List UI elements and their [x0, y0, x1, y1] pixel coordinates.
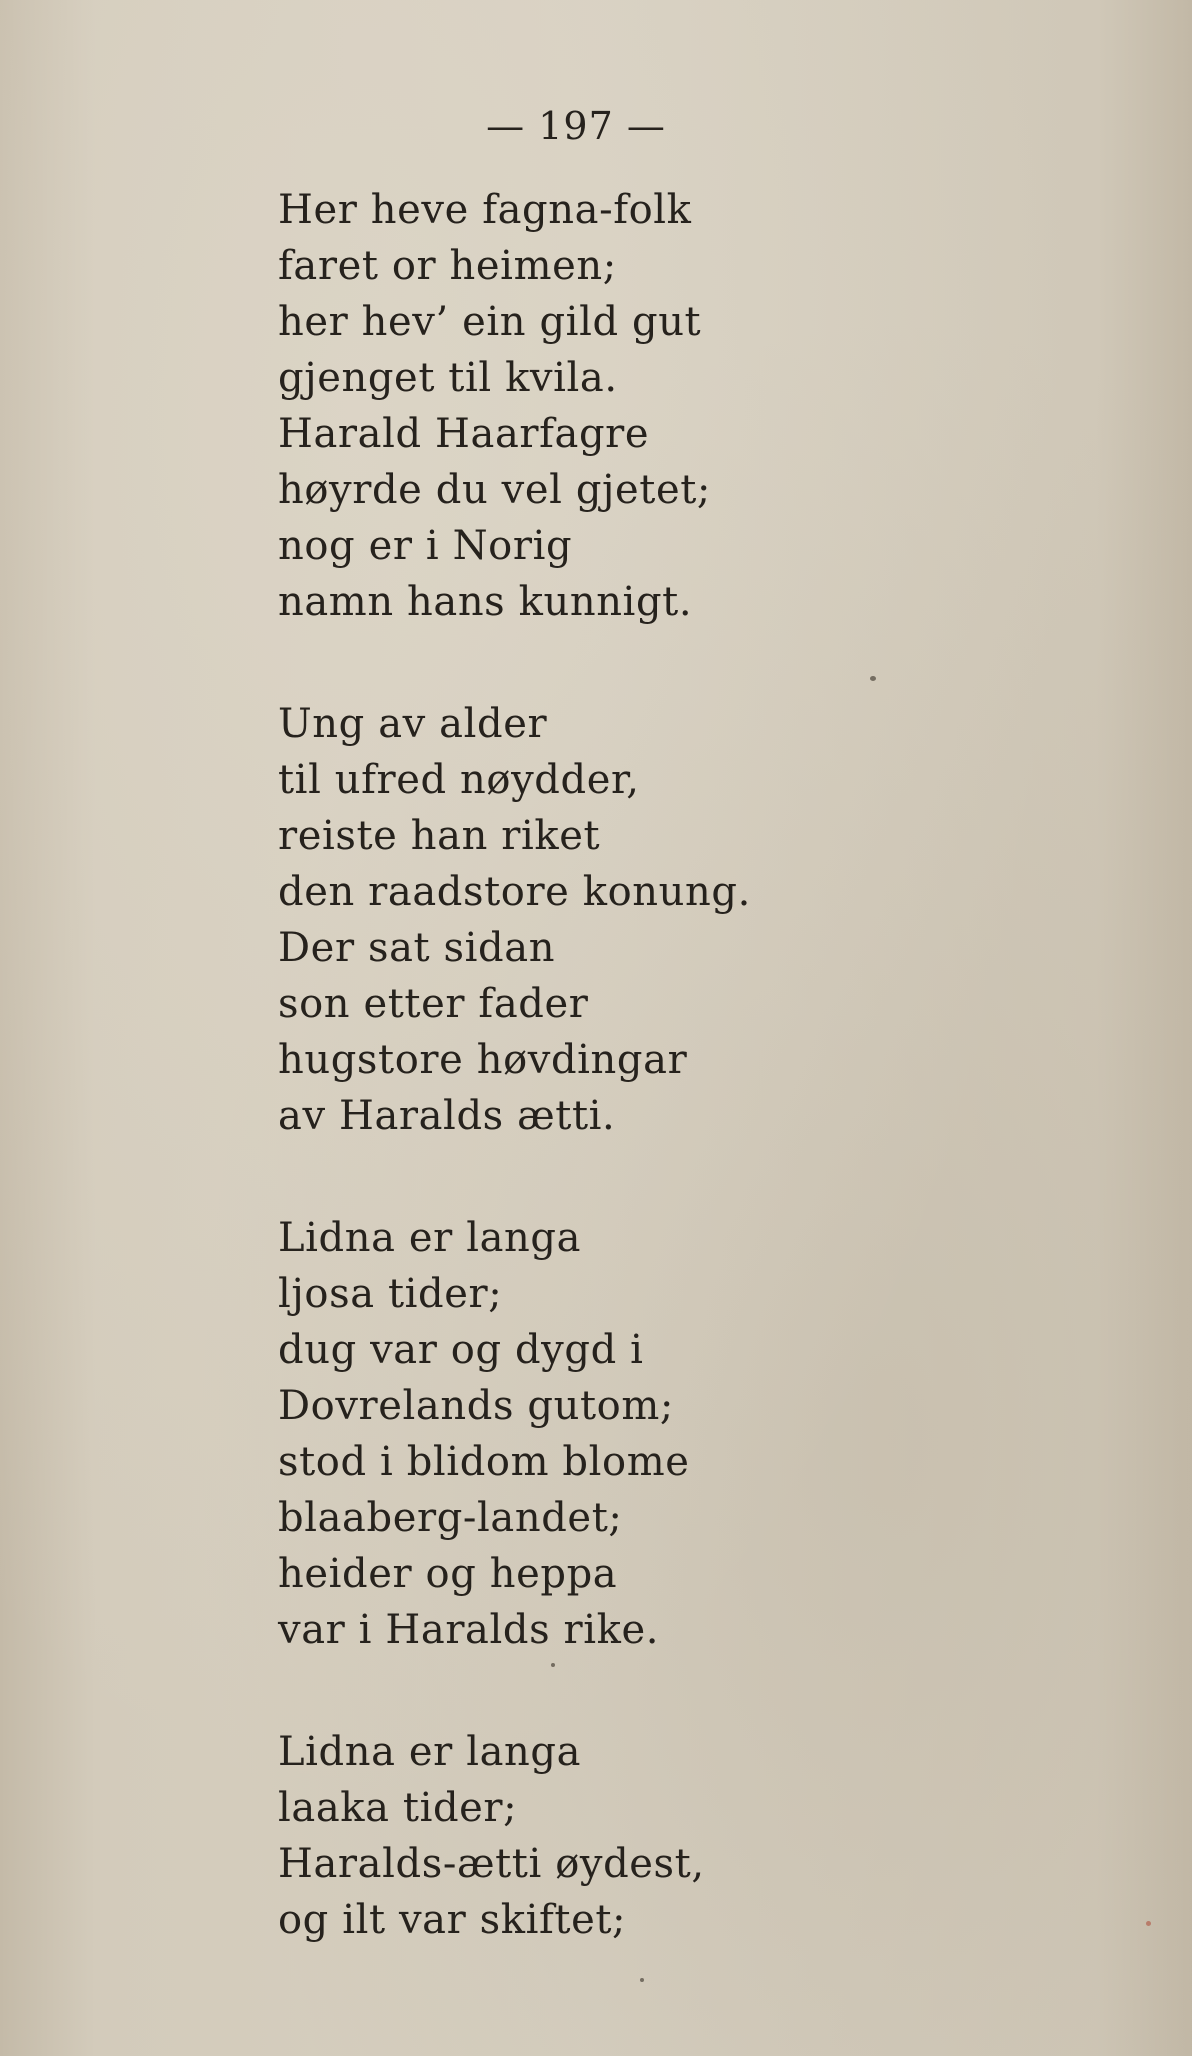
verse-line: og ilt var skiftet;: [278, 1897, 627, 1943]
verse-line: stod i blidom blome: [278, 1439, 690, 1485]
verse-line: var i Haralds rike.: [278, 1607, 660, 1653]
verse-line: Der sat sidan: [278, 925, 556, 971]
verse-line: nog er i Norig: [278, 523, 573, 569]
verse-line: gjenget til kvila.: [278, 355, 618, 401]
poem: [278, 182, 1138, 2014]
verse-line: hugstore høvdingar: [278, 1037, 688, 1083]
paper-speck: [870, 676, 876, 681]
verse-line: Haralds-ætti øydest,: [278, 1841, 705, 1887]
verse-line: Dovrelands gutom;: [278, 1383, 674, 1429]
verse-line: namn hans kunnigt.: [278, 579, 693, 625]
page-number: — 197 —: [486, 104, 666, 148]
verse-line: blaaberg-landet;: [278, 1495, 623, 1541]
verse-line: til ufred nøydder,: [278, 757, 640, 803]
verse-line: dug var og dygd i: [278, 1327, 644, 1373]
verse-line: Harald Haarfagre: [278, 411, 650, 457]
stanza-4: [278, 1724, 1138, 1948]
verse-line: heider og heppa: [278, 1551, 618, 1597]
paper-speck: [551, 1663, 555, 1667]
paper-speck: [1146, 1921, 1151, 1926]
verse-line: Lidna er langa: [278, 1215, 582, 1261]
verse-line: av Haralds ætti.: [278, 1093, 616, 1139]
verse-line: Her heve fagna-folk: [278, 187, 692, 233]
verse-line: son etter fader: [278, 981, 589, 1027]
verse-line: Ung av alder: [278, 701, 548, 747]
verse-line: reiste han riket: [278, 813, 601, 859]
verse-line: faret or heimen;: [278, 243, 617, 289]
stanza-2: [278, 696, 1138, 1144]
verse-line: her hev’ ein gild gut: [278, 299, 702, 345]
paper-speck: [640, 1978, 644, 1982]
stanza-3: [278, 1210, 1138, 1658]
verse-line: Lidna er langa: [278, 1729, 582, 1775]
verse-line: den raadstore konung.: [278, 869, 751, 915]
stanza-1: [278, 182, 1138, 630]
verse-line: laaka tider;: [278, 1785, 518, 1831]
verse-line: høyrde du vel gjetet;: [278, 467, 711, 513]
verse-line: ljosa tider;: [278, 1271, 503, 1317]
